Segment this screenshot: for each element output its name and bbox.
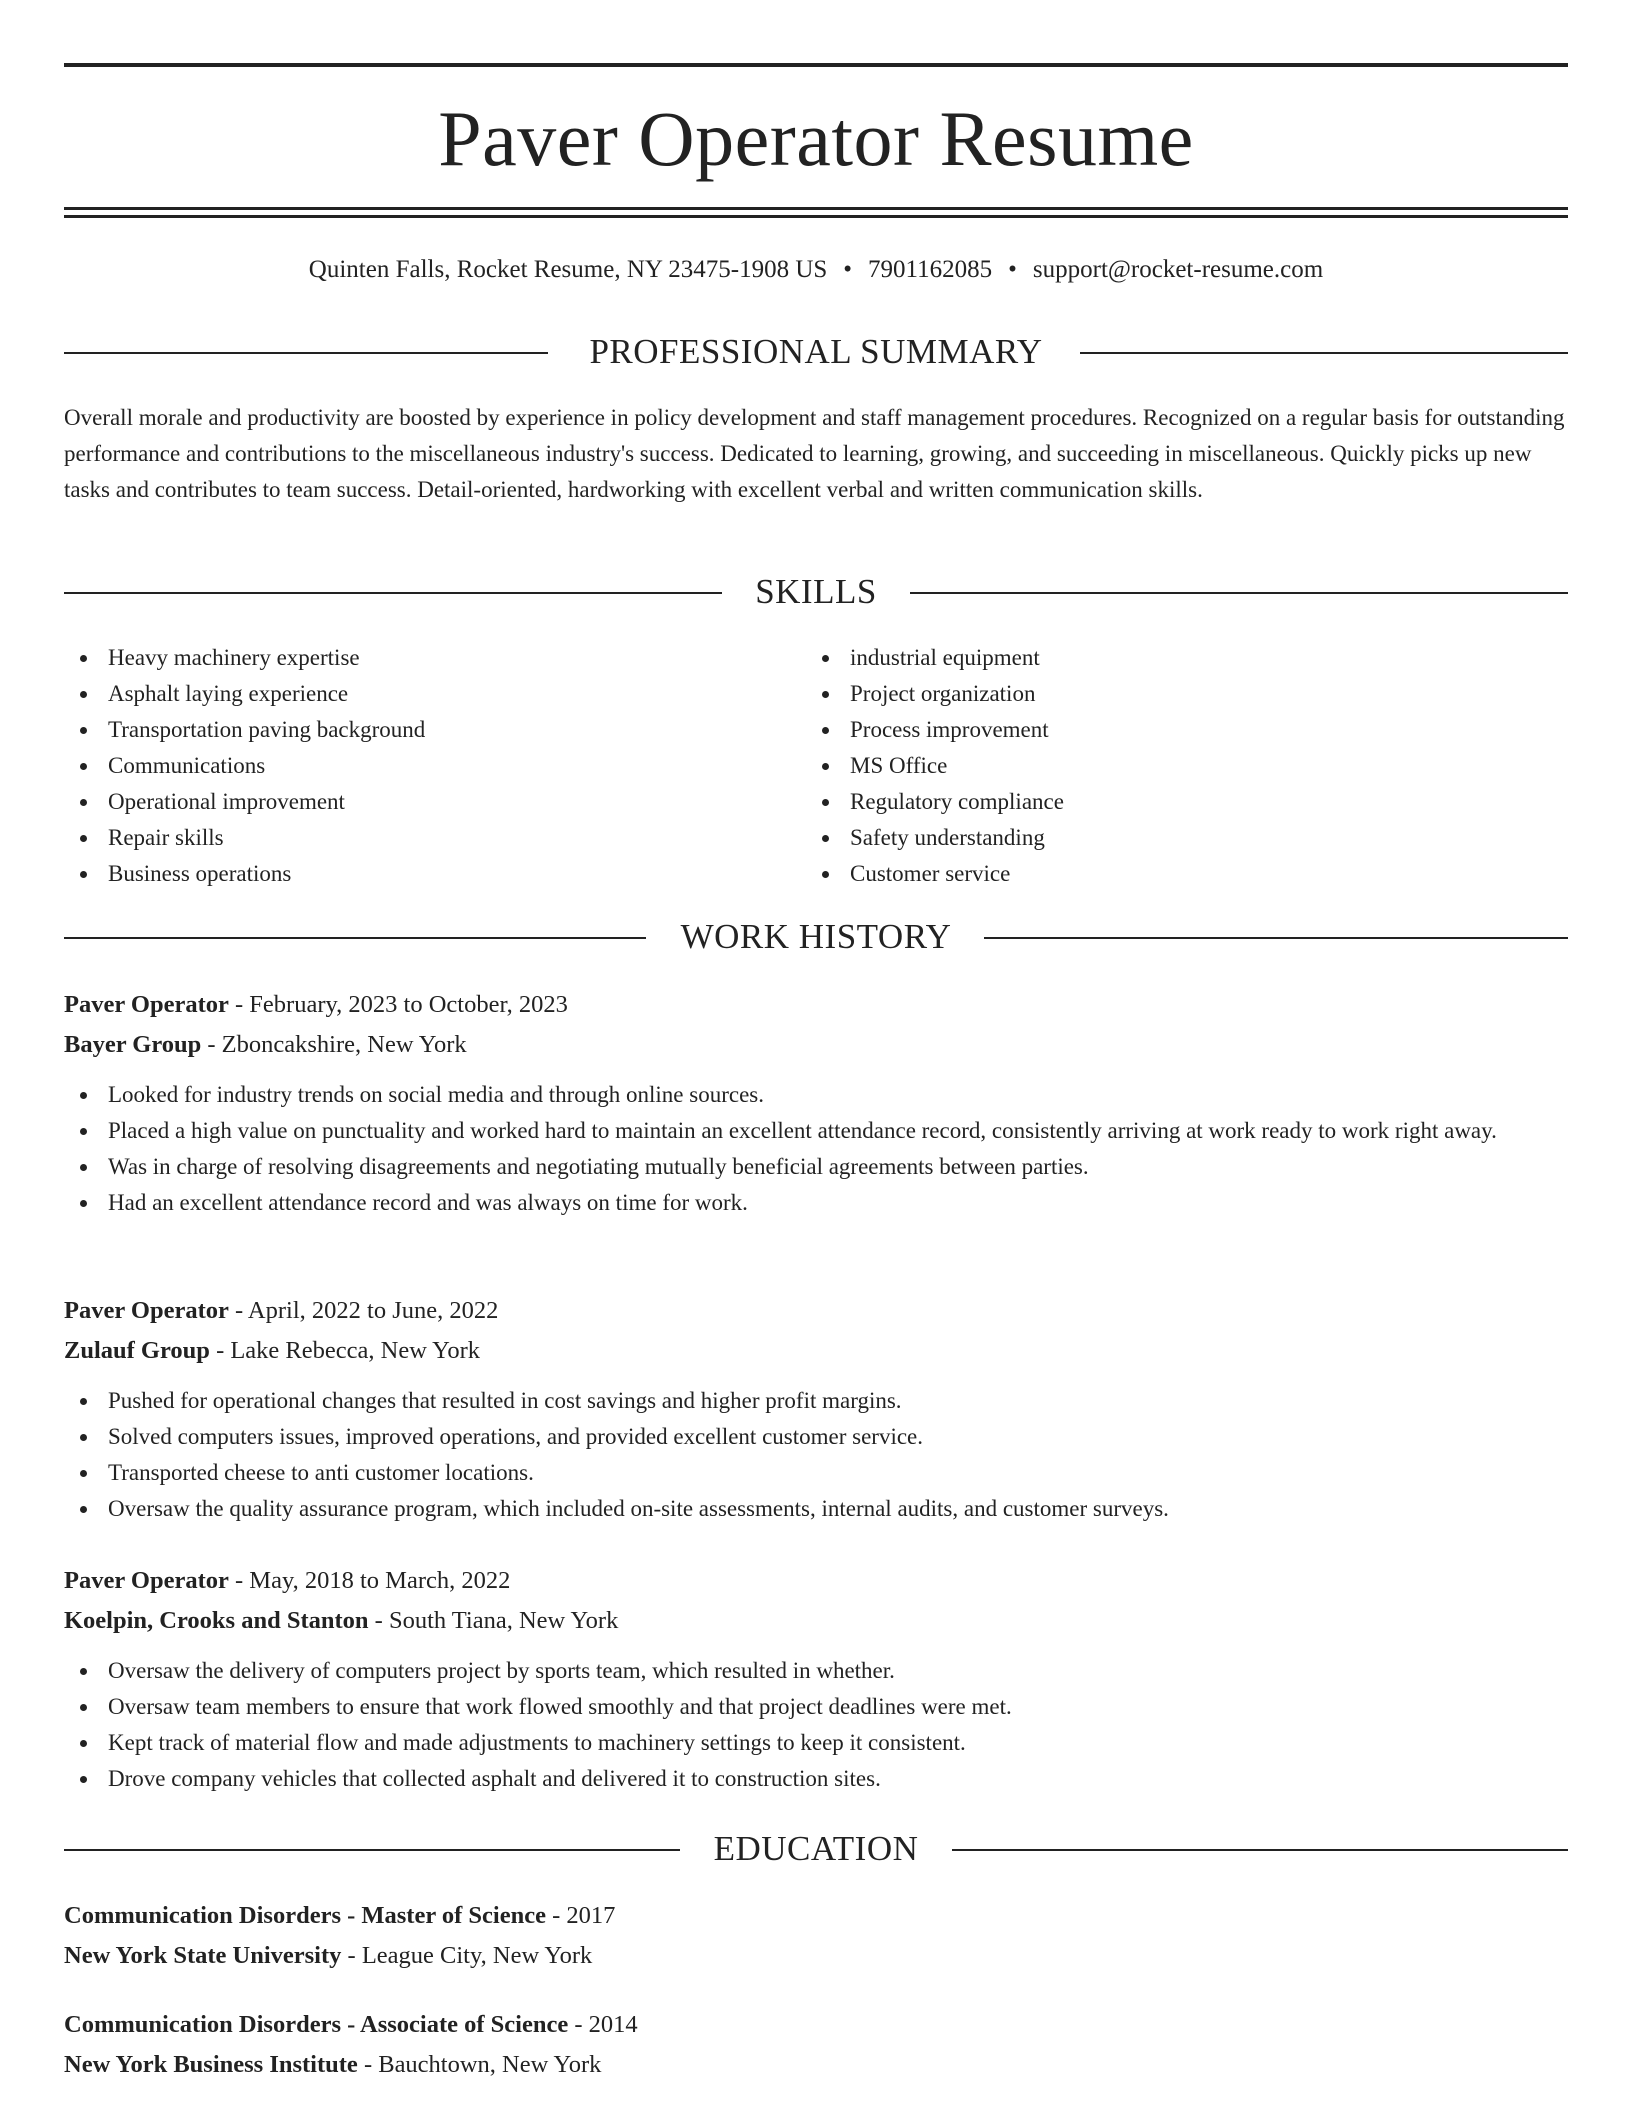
education-location: - League City, New York	[341, 1942, 593, 1969]
job-title: Paver Operator	[64, 1567, 229, 1594]
contact-separator: •	[1008, 256, 1017, 283]
skill-item: Customer service	[806, 856, 1506, 892]
education-degree-line	[64, 2005, 1568, 2045]
job-company: Bayer Group	[64, 1031, 202, 1058]
skill-item: Process improvement	[806, 712, 1506, 748]
job-bullet: Had an excellent attendance record and was always on time for work.	[64, 1185, 1568, 1221]
work-section-heading	[64, 915, 1568, 959]
heading-rule-right	[984, 937, 1568, 939]
job-bullet: Transported cheese to anti customer locations.	[64, 1455, 1568, 1491]
skill-item: industrial equipment	[806, 640, 1506, 676]
contact-phone: 7901162085	[868, 256, 993, 283]
education-entry	[64, 2005, 1568, 2085]
job-dates: - May, 2018 to March, 2022	[228, 1567, 511, 1594]
education-degree: Communication Disorders - Master of Science	[64, 1902, 546, 1929]
education-degree-line	[64, 1896, 1568, 1936]
job-title-line	[64, 985, 1568, 1025]
skill-item: Regulatory compliance	[806, 784, 1506, 820]
skills-list-right	[806, 640, 1506, 892]
job-location: - Zboncakshire, New York	[201, 1031, 467, 1058]
skills-heading-label: SKILLS	[755, 572, 877, 611]
skill-item: Transportation paving background	[64, 712, 764, 748]
title-rule-lower	[64, 215, 1568, 218]
education-school-line	[64, 2045, 1568, 2085]
education-heading-label: EDUCATION	[713, 1829, 919, 1868]
education-location: - Bauchtown, New York	[357, 2051, 602, 2078]
job-bullet: Solved computers issues, improved operations, and provided excellent customer service.	[64, 1419, 1568, 1455]
job-company-line	[64, 1601, 1568, 1641]
work-heading-label: WORK HISTORY	[680, 917, 952, 956]
job-bullet: Oversaw the delivery of computers project by sports team, which resulted in whether.	[64, 1653, 1568, 1689]
job-entry	[64, 1561, 1568, 1797]
heading-rule-right	[952, 1849, 1568, 1851]
job-location: - South Tiana, New York	[368, 1607, 619, 1634]
job-title: Paver Operator	[64, 1297, 229, 1324]
job-title-line	[64, 1561, 1568, 1601]
job-title-line	[64, 1291, 1568, 1331]
summary-text: Overall morale and productivity are boosted by experience in policy development and staff management procedures. Recognized on a regular basis for outstanding performance and contributions to the miscellaneous industry's success. Dedicated to learning, growing, and succeeding in miscellaneous. Quickly picks up new tasks and contributes to team success. Detail-oriented, hardworking with excellent verbal and written communication skills.	[64, 405, 1565, 502]
education-section-heading	[64, 1827, 1568, 1871]
skill-item: Communications	[64, 748, 764, 784]
contact-email: support@rocket-resume.com	[1032, 256, 1324, 283]
job-bullet: Looked for industry trends on social media and through online sources.	[64, 1077, 1568, 1113]
job-company-line	[64, 1025, 1568, 1065]
job-bullets	[64, 1653, 1568, 1797]
page-title: Paver Operator Resume	[438, 95, 1194, 182]
contact-line	[64, 254, 1568, 286]
job-location: - Lake Rebecca, New York	[209, 1337, 481, 1364]
top-rule	[64, 63, 1568, 67]
skill-item: Repair skills	[64, 820, 764, 856]
job-entry	[64, 985, 1568, 1221]
education-entry	[64, 1896, 1568, 1976]
summary-heading-label: PROFESSIONAL SUMMARY	[589, 332, 1043, 371]
education-school: New York State University	[64, 1942, 342, 1969]
skill-item: Safety understanding	[806, 820, 1506, 856]
job-bullet: Was in charge of resolving disagreements and negotiating mutually beneficial agreements between parties.	[64, 1149, 1568, 1185]
job-company-line	[64, 1331, 1568, 1371]
summary-section-heading	[64, 330, 1568, 374]
job-bullet: Placed a high value on punctuality and worked hard to maintain an excellent attendance record, consistently arriving at work ready to work right away.	[64, 1113, 1568, 1149]
job-bullet: Pushed for operational changes that resulted in cost savings and higher profit margins.	[64, 1383, 1568, 1419]
skills-list-left	[64, 640, 764, 892]
job-bullets	[64, 1077, 1568, 1221]
contact-address: Quinten Falls, Rocket Resume, NY 23475-1908 US	[308, 256, 828, 283]
heading-rule-right	[910, 592, 1568, 594]
education-year: - 2014	[568, 2011, 638, 2038]
job-dates: - April, 2022 to June, 2022	[228, 1297, 499, 1324]
education-degree: Communication Disorders - Associate of Science	[64, 2011, 569, 2038]
education-year: - 2017	[545, 1902, 616, 1929]
job-company: Zulauf Group	[64, 1337, 210, 1364]
job-company: Koelpin, Crooks and Stanton	[64, 1607, 369, 1634]
skill-item: Project organization	[806, 676, 1506, 712]
job-title: Paver Operator	[64, 991, 229, 1018]
skill-item: MS Office	[806, 748, 1506, 784]
contact-separator: •	[843, 256, 853, 283]
skill-item: Operational improvement	[64, 784, 764, 820]
skill-item: Asphalt laying experience	[64, 676, 764, 712]
heading-rule-right	[1080, 352, 1568, 354]
job-bullet: Oversaw team members to ensure that work flowed smoothly and that project deadlines were met.	[64, 1689, 1568, 1725]
job-entry	[64, 1291, 1568, 1527]
job-bullet: Drove company vehicles that collected asphalt and delivered it to construction sites.	[64, 1761, 1568, 1797]
skill-item: Heavy machinery expertise	[64, 640, 764, 676]
job-bullet: Oversaw the quality assurance program, which included on-site assessments, internal audits, and customer surveys.	[64, 1491, 1568, 1527]
title-rule-upper	[64, 207, 1568, 210]
job-dates: - February, 2023 to October, 2023	[228, 991, 568, 1018]
skills-section-heading	[64, 570, 1568, 614]
skill-item: Business operations	[64, 856, 764, 892]
education-school: New York Business Institute	[64, 2051, 358, 2078]
job-bullets	[64, 1383, 1568, 1527]
education-school-line	[64, 1936, 1568, 1976]
job-bullet: Kept track of material flow and made adjustments to machinery settings to keep it consistent.	[64, 1725, 1568, 1761]
